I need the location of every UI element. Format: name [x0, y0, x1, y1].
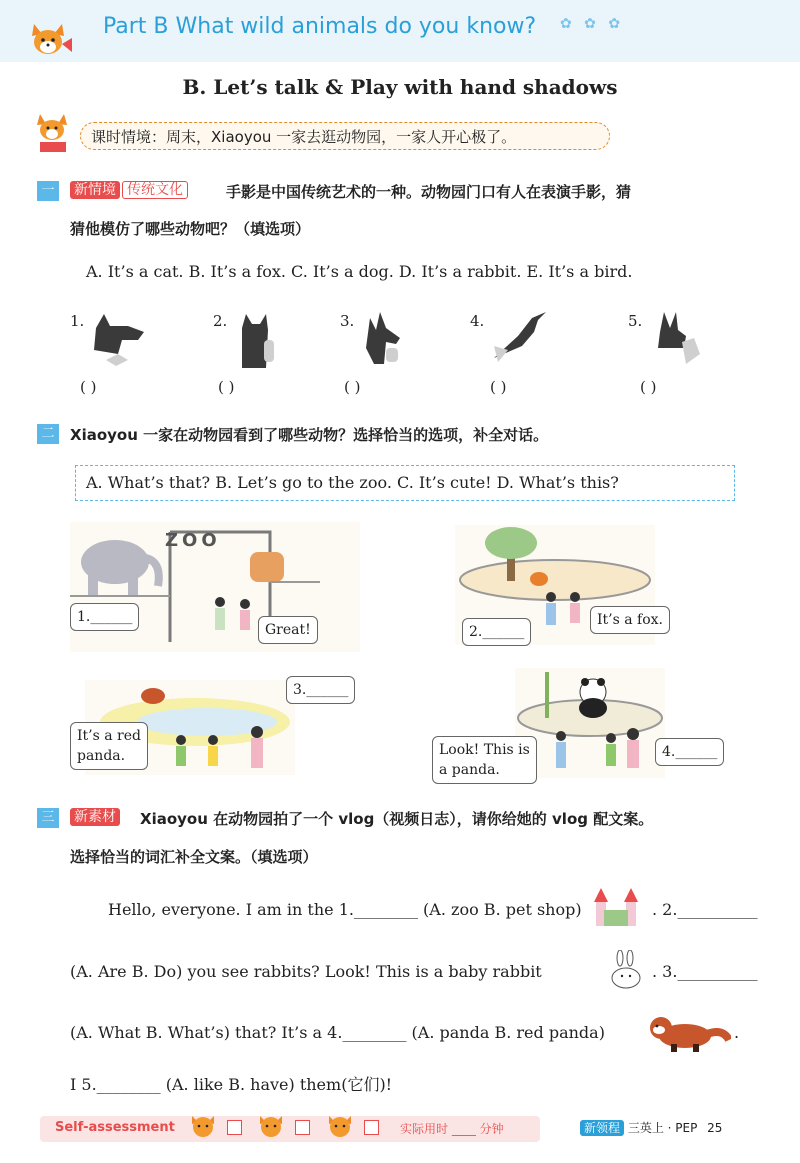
story-line-1: Hello, everyone. I am in the 1.________ (A. zoo B. pet shop)	[108, 900, 582, 919]
tag-traditional-culture: 传统文化	[122, 181, 188, 199]
self-assessment-label: Self-assessment	[55, 1120, 175, 1135]
story-line-2: (A. Are B. Do) you see rabbits? Look! This is a baby rabbit	[70, 962, 542, 981]
item-4-answer[interactable]: ( )	[490, 378, 507, 396]
fox-face-icon	[327, 1112, 353, 1138]
brand-info	[580, 1119, 722, 1136]
hand-shadow-rabbit-icon	[646, 308, 708, 366]
hand-shadow-dog-icon	[88, 310, 150, 368]
story-line-3: (A. What B. What’s) that? It’s a 4.________ (A. panda B. red panda)	[70, 1023, 605, 1042]
fox-mascot-icon	[28, 20, 72, 60]
fox-reading-icon	[34, 112, 74, 156]
bubble-2-reply: It’s a fox.	[590, 606, 670, 634]
assessment-checkbox-2[interactable]	[295, 1120, 310, 1135]
lesson-context: 课时情境：周末，Xiaoyou 一家去逛动物园，一家人开心极了。	[80, 122, 610, 150]
brand-text: 三英上 · PEP	[627, 1121, 698, 1135]
section1-options: A. It’s a cat. B. It’s a fox. C. It’s a dog. D. It’s a rabbit. E. It’s a bird.	[86, 262, 633, 281]
item-4-number: 4.	[470, 312, 485, 330]
item-5-answer[interactable]: ( )	[640, 378, 657, 396]
story-line-2-end: . 3.__________	[652, 962, 758, 981]
hand-shadow-fox-icon	[356, 308, 418, 366]
assessment-checkbox-1[interactable]	[227, 1120, 242, 1135]
bubble-2-blank[interactable]: 2.______	[462, 618, 531, 646]
lesson-title: B. Let’s talk & Play with hand shadows	[182, 75, 618, 99]
part-title: Part B What wild animals do you know?	[103, 14, 537, 39]
hand-shadow-cat-icon	[228, 310, 290, 368]
item-2-answer[interactable]: ( )	[218, 378, 235, 396]
tag-new-context: 新情境	[70, 181, 120, 199]
section1-tags	[70, 179, 188, 199]
section-number-3: 三	[37, 808, 59, 828]
assessment-checkbox-3[interactable]	[364, 1120, 379, 1135]
time-spent-label: 实际用时 ____ 分钟	[400, 1122, 504, 1136]
bubble-4-text-line2: a panda.	[439, 762, 500, 778]
bubble-3-reply-line2: panda.	[77, 748, 126, 764]
bubble-4-text-line1: Look! This is	[439, 742, 530, 758]
item-1-answer[interactable]: ( )	[80, 378, 97, 396]
zoo-sign: ZOO	[165, 530, 221, 551]
story-line-4: I 5.________ (A. like B. have) them(它们)!	[70, 1075, 393, 1094]
story-line-3-end: .	[734, 1023, 740, 1042]
item-5-number: 5.	[628, 312, 643, 330]
fox-face-icon	[190, 1112, 216, 1138]
bubble-3-reply-line1: It’s a red	[77, 728, 141, 744]
panda-scene	[515, 668, 665, 778]
zoo-castle-icon	[588, 884, 644, 930]
bubble-1-blank[interactable]: 1.______	[70, 603, 139, 631]
tag-new-material: 新素材	[70, 808, 120, 826]
section-number-2: 二	[37, 424, 59, 444]
section3-question-line1: Xiaoyou 在动物园拍了一个 vlog（视频日志），请你给她的 vlog 配文案。	[140, 810, 654, 828]
bubble-3-blank[interactable]: 3.______	[286, 676, 355, 704]
item-2-number: 2.	[213, 312, 228, 330]
item-1-number: 1.	[70, 312, 85, 330]
section3-question-line2: 选择恰当的词汇补全文案。（填选项）	[70, 848, 318, 866]
section1-question-line2: 猜他模仿了哪些动物吧？（填选项）	[70, 220, 311, 238]
bubble-1-reply: Great!	[258, 616, 318, 644]
section1-question-line1: 手影是中国传统艺术的一种。动物园门口有人在表演手影，猜	[226, 183, 632, 201]
story-line-1-end: . 2.__________	[652, 900, 758, 919]
section3-tag	[70, 806, 120, 826]
bubble-4-text	[432, 736, 537, 784]
section-number-1: 一	[37, 181, 59, 201]
section2-options: A. What’s that? B. Let’s go to the zoo. C. It’s cute! D. What’s this?	[75, 465, 735, 501]
bubble-4-blank[interactable]: 4.______	[655, 738, 724, 766]
fox-face-icon	[258, 1112, 284, 1138]
baby-rabbit-icon	[608, 950, 644, 990]
page-number: 25	[707, 1121, 723, 1135]
brand-tag: 新领程	[580, 1120, 624, 1136]
hand-shadow-bird-icon	[488, 306, 550, 364]
section2-question: Xiaoyou 一家在动物园看到了哪些动物？选择恰当的选项，补全对话。	[70, 426, 549, 444]
item-3-answer[interactable]: ( )	[344, 378, 361, 396]
paw-prints-icon: ✿ ✿ ✿	[560, 16, 625, 32]
red-panda-icon	[645, 1010, 731, 1054]
item-3-number: 3.	[340, 312, 355, 330]
bubble-3-reply	[70, 722, 148, 770]
